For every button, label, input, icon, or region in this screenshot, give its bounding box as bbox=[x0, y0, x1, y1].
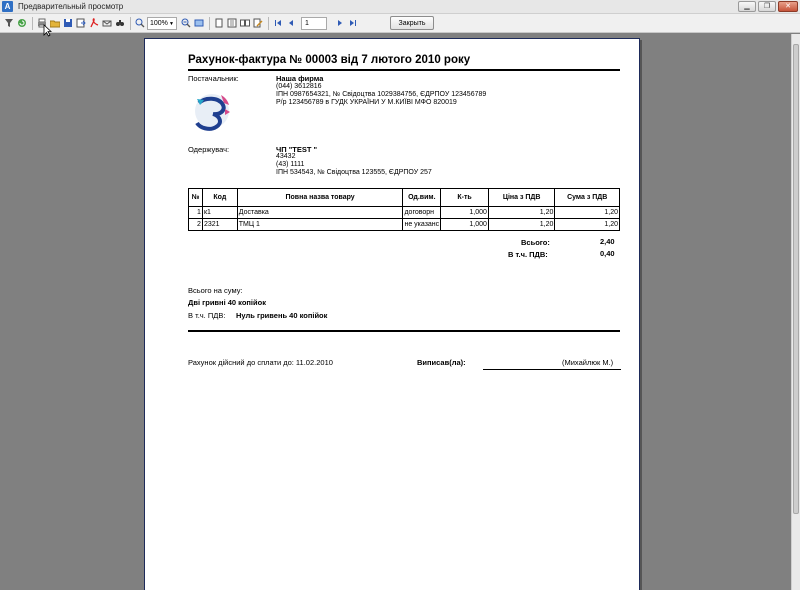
issued-by-label: Виписав(ла): bbox=[417, 358, 466, 367]
column-header: Код bbox=[202, 189, 237, 207]
sum-words-vat-text: Нуль гривень 40 копійок bbox=[236, 311, 328, 320]
app-icon: A bbox=[2, 1, 13, 12]
invoice-title: Рахунок-фактура № 00003 від 7 лютого 2010 року bbox=[188, 54, 471, 66]
customer-label: Одержувач: bbox=[188, 145, 230, 154]
window-title: Предварительный просмотр bbox=[18, 2, 124, 11]
close-preview-button[interactable]: Закрыть bbox=[390, 16, 434, 30]
cell-quantity: 1,000 bbox=[441, 219, 489, 231]
supplier-bank: Р/р 123456789 в ГУДК УКРАЇНИ У М.КИЇВІ МФО 820019 bbox=[276, 99, 457, 106]
page-outline-icon[interactable] bbox=[226, 18, 237, 29]
send-icon[interactable] bbox=[101, 18, 112, 29]
vat-label: В т.ч. ПДВ: bbox=[508, 250, 548, 259]
vat-value: 0,40 bbox=[600, 249, 615, 258]
cell-code: 2321 bbox=[202, 219, 237, 231]
customer-phone: (43) 1111 bbox=[276, 161, 305, 168]
toolbar-separator bbox=[130, 17, 131, 30]
supplier-ids: ІПН 0987654321, № Свідоцтва 1029384756, ЄДРПОУ 123456789 bbox=[276, 91, 487, 98]
supplier-label: Постачальник: bbox=[188, 74, 239, 83]
cell-unit: не указанс bbox=[403, 219, 441, 231]
next-page-icon[interactable] bbox=[334, 18, 345, 29]
toolbar-separator bbox=[32, 17, 33, 30]
first-page-icon[interactable] bbox=[272, 18, 283, 29]
minimize-button[interactable]: ▁ bbox=[738, 1, 756, 12]
save-icon[interactable] bbox=[62, 18, 73, 29]
total-value: 2,40 bbox=[600, 237, 615, 246]
cell-quantity: 1,000 bbox=[441, 207, 489, 219]
toolbar-separator bbox=[209, 17, 210, 30]
find-icon[interactable] bbox=[114, 18, 125, 29]
cell-sum: 1,20 bbox=[555, 219, 620, 231]
cell-price: 1,20 bbox=[488, 207, 555, 219]
company-logo-icon bbox=[191, 89, 233, 131]
column-header: Од.вим. bbox=[403, 189, 441, 207]
zoom-out-icon[interactable] bbox=[180, 18, 191, 29]
issued-by-name: (Михайлюк М.) bbox=[562, 358, 614, 367]
table-header-row bbox=[189, 189, 620, 207]
mouse-cursor-icon bbox=[43, 24, 52, 37]
toolbar-separator bbox=[268, 17, 269, 30]
table-row bbox=[189, 207, 620, 219]
customer-line1: 43432 bbox=[276, 153, 296, 160]
cell-code: к1 bbox=[202, 207, 237, 219]
customer-ids: ІПН 534543, № Свідоцтва 123555, ЄДРПОУ 257 bbox=[276, 169, 432, 176]
filter-icon[interactable] bbox=[3, 18, 14, 29]
maximize-button[interactable]: ❐ bbox=[758, 1, 776, 12]
signature-line bbox=[483, 369, 621, 370]
cell-name: Доставка bbox=[237, 207, 403, 219]
last-page-icon[interactable] bbox=[347, 18, 358, 29]
prev-page-icon[interactable] bbox=[285, 18, 296, 29]
customer-name: ЧП "TEST " bbox=[276, 145, 318, 154]
page-number-input[interactable]: 1 bbox=[301, 17, 327, 30]
scrollbar-thumb[interactable] bbox=[793, 44, 799, 514]
column-header: Сума з ПДВ bbox=[555, 189, 620, 207]
zoom-in-icon[interactable] bbox=[134, 18, 145, 29]
supplier-phone: (044) 3612816 bbox=[276, 83, 322, 90]
table-row bbox=[189, 219, 620, 231]
cell-unit: договорн bbox=[403, 207, 441, 219]
cell-sum: 1,20 bbox=[555, 207, 620, 219]
page-width-icon[interactable] bbox=[193, 18, 204, 29]
sum-words-label: Всього на суму: bbox=[188, 286, 243, 295]
toolbar bbox=[0, 14, 800, 33]
column-header: Ціна з ПДВ bbox=[488, 189, 555, 207]
sum-words-text: Дві гривні 40 копійок bbox=[188, 298, 266, 307]
cell-number: 1 bbox=[189, 207, 203, 219]
refresh-icon[interactable] bbox=[16, 18, 27, 29]
column-header: № bbox=[189, 189, 203, 207]
total-label: Всього: bbox=[521, 238, 550, 247]
two-pages-icon[interactable] bbox=[239, 18, 250, 29]
supplier-name: Наша фирма bbox=[276, 74, 324, 83]
one-page-icon[interactable] bbox=[213, 18, 224, 29]
sum-words-vat-label: В т.ч. ПДВ: bbox=[188, 311, 226, 320]
close-window-button[interactable]: ✕ bbox=[778, 1, 798, 12]
export-icon[interactable] bbox=[75, 18, 86, 29]
pdf-icon[interactable] bbox=[88, 18, 99, 29]
cell-price: 1,20 bbox=[488, 219, 555, 231]
cell-number: 2 bbox=[189, 219, 203, 231]
footer-divider bbox=[188, 330, 620, 332]
cell-name: ТМЦ 1 bbox=[237, 219, 403, 231]
valid-until-text: Рахунок дійсний до сплати до: 11.02.2010 bbox=[188, 358, 333, 367]
window-controls bbox=[738, 1, 798, 12]
zoom-select[interactable] bbox=[147, 17, 177, 30]
chevron-down-icon: ▼ bbox=[169, 20, 174, 27]
document-page bbox=[144, 38, 640, 590]
edit-icon[interactable] bbox=[252, 18, 263, 29]
vertical-scrollbar[interactable] bbox=[791, 34, 800, 590]
zoom-value: 100% bbox=[150, 19, 168, 27]
title-divider bbox=[188, 69, 620, 71]
title-bar bbox=[0, 0, 800, 14]
column-header: К-ть bbox=[441, 189, 489, 207]
column-header: Повна назва товару bbox=[237, 189, 403, 207]
items-table bbox=[188, 188, 620, 231]
